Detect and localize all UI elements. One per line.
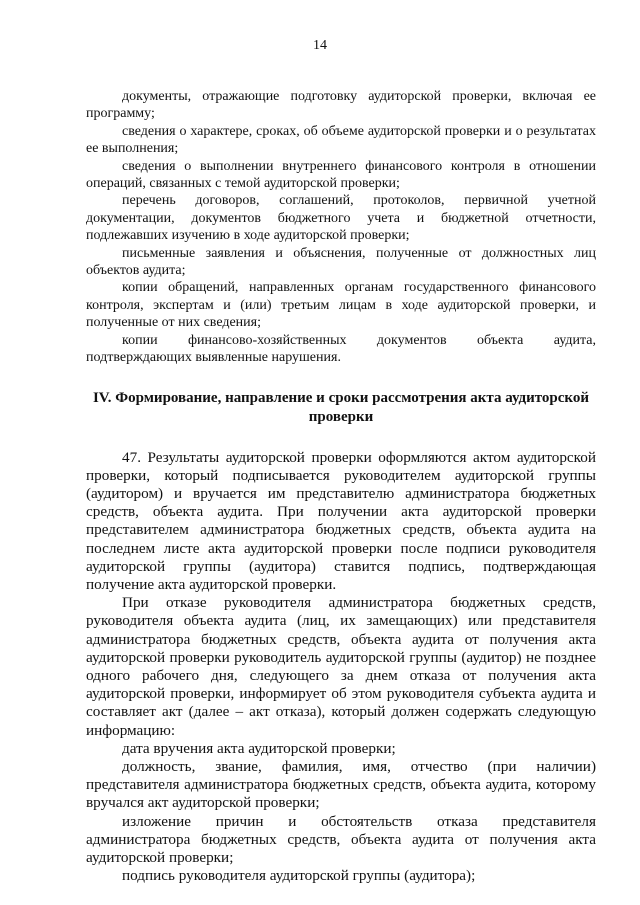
section-body	[86, 449, 596, 886]
document-body	[86, 88, 596, 885]
list-item: сведения о характере, сроках, об объеме аудиторской проверки и о результатах ее выполнения;	[86, 123, 596, 157]
list-item: сведения о выполнении внутреннего финансового контроля в отношении операций, связанных с темой аудиторской проверки;	[86, 158, 596, 192]
paragraph: подпись руководителя аудиторской группы (аудитора);	[122, 867, 476, 885]
paragraph: 47. Результаты аудиторской проверки оформляются актом аудиторской проверки, который подписывается руководителем аудиторской группы (аудитором) и вручается им представителю администратора бюджетных средств, объекта аудита. При получении акта аудиторской проверки представителем администратора бюджетных средств, объекта аудита на последнем листе акта аудиторской проверки после подписи руководителя аудиторской группы (аудитора) ставится подпись, подтверждающая получение акта аудиторской проверки.	[86, 448, 596, 593]
document-list	[86, 88, 596, 367]
paragraph: изложение причин и обстоятельств отказа представителя администратора бюджетных средств, объекта аудита от получения акта аудиторской проверки;	[86, 812, 596, 866]
paragraph: дата вручения акта аудиторской проверки;	[122, 739, 396, 757]
paragraph: При отказе руководителя администратора бюджетных средств, руководителя объекта аудита (лиц, их замещающих) или представителя администратора бюджетных средств, объекта аудита от получения акта аудиторской проверки руководитель аудиторской группы (аудитор) не позднее одного рабочего дня, следующего за днем отказа от получения акта аудиторской проверки, информирует об этом руководителя субъекта аудита и составляет акт (далее – акт отказа), который должен содержать следующую информацию:	[86, 594, 596, 739]
list-item: копии обращений, направленных органам государственного финансового контроля, экспертам и (или) третьим лицам в ходе аудиторской проверки, и полученные от них сведения;	[86, 280, 596, 331]
section-heading: IV. Формирование, направление и сроки рассмотрения акта аудиторской проверки	[92, 389, 590, 425]
list-item: перечень договоров, соглашений, протоколов, первичной учетной документации, документов бюджетного учета и бюджетной отчетности, подлежавших изучению в ходе аудиторской проверки;	[86, 193, 596, 244]
paragraph: должность, звание, фамилия, имя, отчество (при наличии) представителя администратора бюджетных средств, объекта аудита, которому вручался акт аудиторской проверки;	[86, 757, 596, 812]
list-item: письменные заявления и объяснения, полученные от должностных лиц объектов аудита;	[86, 245, 596, 279]
list-item: документы, отражающие подготовку аудиторской проверки, включая ее программу;	[86, 89, 596, 122]
page-number: 14	[313, 38, 327, 53]
list-item: копии финансово-хозяйственных документов объекта аудита, подтверждающих выявленные нарушения.	[86, 332, 596, 366]
